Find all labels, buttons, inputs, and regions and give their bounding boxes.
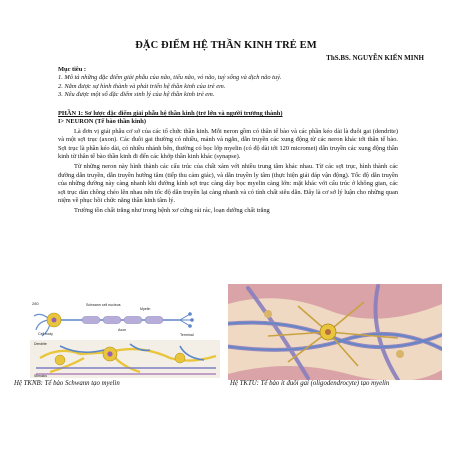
- objective-item: 3. Nêu được một số đặc điểm sinh lý của hệ thần kinh trẻ em.: [58, 91, 215, 99]
- oligodendrocyte-illustration: [228, 284, 442, 380]
- label-myelin: Myelin: [140, 307, 151, 311]
- paragraph-white-matter: Trường tồn chất trắng như trong bệnh xơ cứng rải rác, loạn dưỡng chất trắng: [74, 207, 270, 215]
- paragraph-pathways: Từ những neron này hình thành các cấu trúc của chất xám với nhiều trung tâm khác nhau. Từ các sợi trục, hình thành các đường dẫn truyền, dẫn truyền hướng tâm (tiếp thu cảm giác), và dẫn truyền ly tâm (thực hiện giải đáp vận động). Tốc độ dẫn truyền của những đường này càng nhanh khi đường kính sợi trục càng dày bọc myelin càng lớn: mặt khác với cấu trúc ở không gian, các sợi trục dàn chồng chéo lên nhau nên tốc độ dẫn truyền lại càng nhanh và có tính chất siêu dẫn. Đây là cơ sở lý luận cho những quan niệm về phục hồi chức năng thần kinh tâm lý.: [58, 163, 398, 205]
- label-schwann: Schwann cell nucleus: [86, 303, 121, 307]
- caption-left: Hệ TKNB: Tế bào Schwann tạo myelin: [14, 380, 120, 387]
- figure-oligodendrocyte: [228, 284, 442, 380]
- section-heading: I> NEURON (Tế bào thần kinh): [58, 118, 146, 126]
- neuron-diagram-upper: [34, 312, 194, 336]
- part-1-block: [58, 110, 398, 216]
- objective-item: 2. Nắm được sự hình thành và phát triển hệ thần kinh của trẻ em.: [58, 82, 226, 90]
- paragraph-neuron: Là đơn vị giải phẫu cơ sở của các tổ chức thần kinh. Mỗi neron gồm có thân tế bào và các phần kéo dài là đuôi gai (dendrite) và một sợi trục (axon). Các đuôi gai thường có nhiều, mảnh và ngắn, dẫn truyền các xung động từ các neron khác tới thân tế bào. Sợi trục là phần kéo dài, có nhiều nhánh bên, thường có bọc lớp myelin (có độ dài tới 120 micromet) dẫn truyền các xung động thần kinh từ thân tế bào thần kinh đi đến các khớp thần kinh khác (synapse).: [58, 127, 398, 161]
- objective-item: 1. Mô tả những đặc điểm giải phẫu của não, tiểu não, vỏ não, tuỷ sống và dịch não tuỷ.: [58, 74, 282, 82]
- objectives-block: [58, 66, 398, 100]
- figure-schwann-cell: [30, 298, 220, 378]
- figure-number: 280: [32, 301, 39, 306]
- label-dendrite: Dendrite: [34, 342, 47, 346]
- document-title: ĐẶC ĐIỂM HỆ THẦN KINH TRẺ EM: [135, 40, 317, 51]
- label-axon: Axon: [118, 328, 127, 332]
- label-cell-body: Cell body: [38, 332, 53, 336]
- schwann-cell-illustration: [30, 298, 220, 378]
- objectives-heading: Mục tiêu :: [58, 66, 87, 73]
- label-stimulus: Stimulus: [34, 374, 48, 378]
- document-author: ThS.BS. NGUYỄN KIẾN MINH: [326, 54, 424, 62]
- label-terminal: Terminal: [180, 333, 194, 337]
- part-heading: PHẦN 1: Sơ lược đặc điểm giải phẫu hệ thần kinh (trẻ lớn và người trưởng thành): [58, 110, 283, 117]
- caption-right: Hệ TKTU: Tế bào ít đuôi gai (oligodendrocyte) tạo myelin: [230, 380, 390, 387]
- neuron-diagram-lower: [30, 340, 220, 378]
